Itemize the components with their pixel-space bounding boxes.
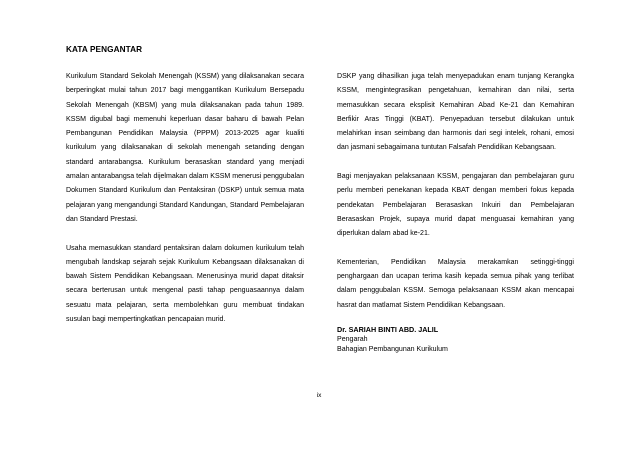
- signature-block: [337, 325, 574, 355]
- signatory-department: Bahagian Pembangunan Kurikulum: [337, 346, 448, 354]
- paragraph: Usaha memasukkan standard pentaksiran dalam dokumen kurikulum telah mengubah landskap sejarah sejak Kurikulum Kebangsaan dilaksanakan di bawah Sistem Pendidikan Kebangsaan. Menerusinya murid dapat ditaksir secara berterusan untuk mengenal pasti tahap penguasaannya dalam sesuatu mata pelajaran, serta membolehkan guru membuat tindakan susulan bagi mempertingkatkan pencapaian murid.: [66, 244, 304, 324]
- paragraph: Kementerian, Pendidikan Malaysia merakamkan setinggi-tinggi penghargaan dan ucapan terima kasih kepada semua pihak yang terlibat dalam penggubalan KSSM. Semoga pelaksanaan KSSM akan mencapai hasrat dan matlamat Sistem Pendidikan Kebangsaan.: [337, 258, 574, 309]
- paragraph: DSKP yang dihasilkan juga telah menyepadukan enam tunjang Kerangka KSSM, mengintegrasikan pengetahuan, kemahiran dan nilai, serta memasukkan secara eksplisit Kemahiran Abad Ke-21 dan Kemahiran Berfikir Aras Tinggi (KBAT). Penyepaduan tersebut dilakukan untuk melahirkan insan seimbang dan harmonis dari segi intelek, rohani, emosi dan jasmani sebagaimana tuntutan Falsafah Pendidikan Kebangsaan.: [337, 73, 574, 152]
- page-number: ix: [316, 392, 322, 399]
- signatory-title: Pengarah: [337, 336, 368, 344]
- signatory-name: Dr. SARIAH BINTI ABD. JALIL: [337, 325, 439, 335]
- paragraph: Kurikulum Standard Sekolah Menengah (KSSM) yang dilaksanakan secara berperingkat mulai tahun 2017 bagi menggantikan Kurikulum Bersepadu Sekolah Menengah (KBSM) yang mula dilaksanakan pada tahun 1989. KSSM digubal bagi memenuhi keperluan dasar baharu di bawah Pelan Pembangunan Pendidikan Malaysia (PPPM) 2013-2025 agar kualiti kurikulum yang dilaksanakan di sekolah menengah setanding dengan standard antarabangsa. Kurikulum berasaskan standard yang menjadi amalan antarabangsa telah dijelmakan dalam KSSM menerusi penggubalan Dokumen Standard Kurikulum dan Pentaksiran (DSKP) untuk semua mata pelajaran yang mengandungi Standard Kandungan, Standard Pembelajaran dan Standard Prestasi.: [66, 73, 304, 223]
- right-column: [337, 70, 574, 355]
- paragraph: Bagi menjayakan pelaksanaan KSSM, pengajaran dan pembelajaran guru perlu memberi penekanan kepada KBAT dengan memberi fokus kepada pendekatan Pembelajaran Berasaskan Inkuiri dan Pembelajaran Berasaskan Projek, supaya murid dapat menguasai kemahiran yang diperlukan dalam abad ke-21.: [337, 173, 574, 238]
- left-column: [66, 70, 304, 342]
- page-heading: KATA PENGANTAR: [66, 45, 143, 54]
